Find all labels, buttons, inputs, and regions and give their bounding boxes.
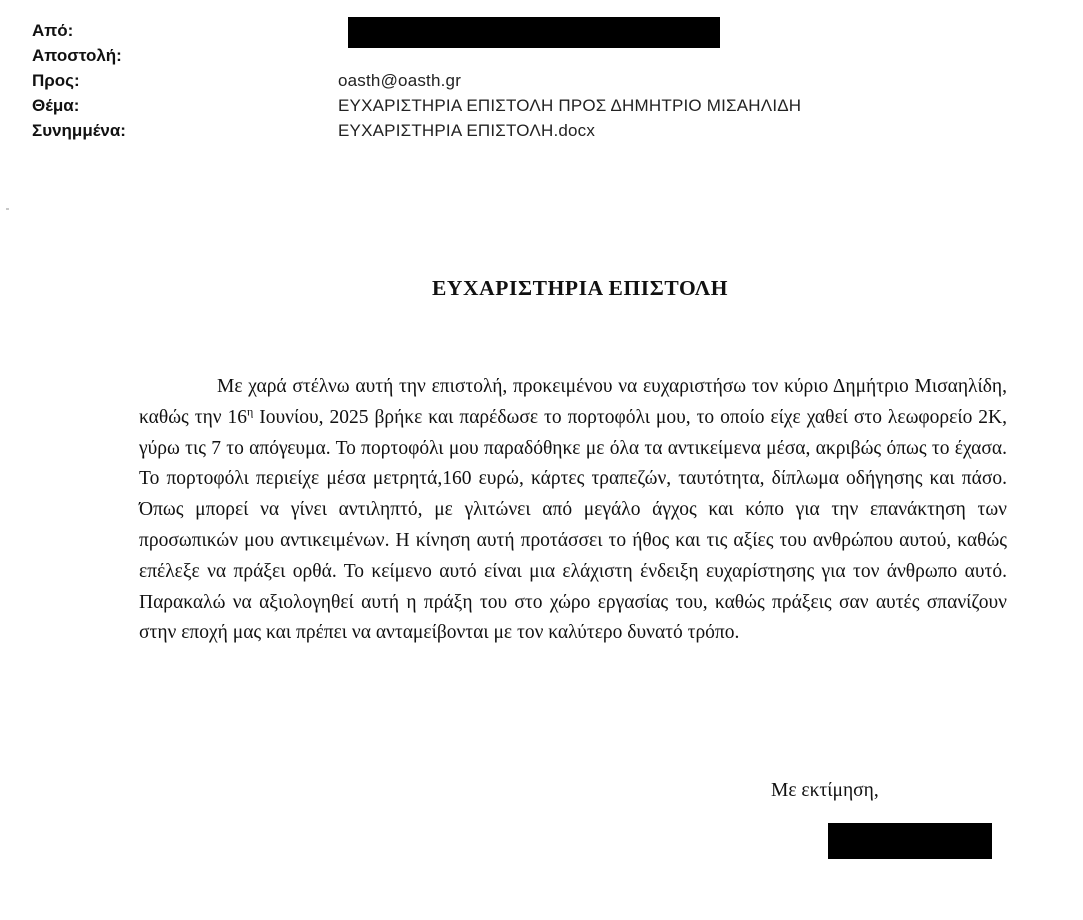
ordinal-superscript: η [247,404,254,419]
attachments-row [32,118,1032,143]
from-row [32,18,1032,43]
to-label: Προς: [32,71,80,90]
letter-title: ΕΥΧΑΡΙΣΤΗΡΙΑ ΕΠΙΣΤΟΛΗ [431,276,729,300]
subject-label: Θέμα: [32,96,80,115]
subject-value: ΕΥΧΑΡΙΣΤΗΡΙΑ ΕΠΙΣΤΟΛΗ ΠΡΟΣ ΔΗΜΗΤΡΙΟ ΜΙΣΑΗΛΙΔΗ [338,96,802,115]
sent-label: Αποστολή: [32,46,122,65]
attachment-filename: ΕΥΧΑΡΙΣΤΗΡΙΑ ΕΠΙΣΤΟΛΗ.docx [338,121,596,140]
from-label: Από: [32,21,74,40]
letter-body-part-2: Ιουνίου, 2025 βρήκε και παρέδωσε το πορτοφόλι μου, το οποίο είχε χαθεί στο λεωφορείο 2Κ, γύρω τις 7 το απόγευμα. Το πορτοφόλι μου παραδόθηκε με όλα τα αντικείμενα μέσα, ακριβώς όπως το έχασα. Το πορτοφόλι περιείχε μέσα μετρητά,160 ευρώ, κάρτες τραπεζών, ταυτότητα, δίπλωμα οδήγησης και πάσο. Όπως μπορεί να γίνει αντιληπτό, με γλιτώνει από μεγάλο άγχος και κόπο για την επανάκτηση των προσωπικών μου αντικειμένων. Η κίνηση αυτή προτάσσει το ήθος και τις αξίες του ανθρώπου αυτού, καθώς επέλεξε να πράξει ορθά. Το κείμενο αυτό είναι μια ελάχιστη ένδειξη ευχαρίστησης για τον άνθρωπο αυτό. Παρακαλώ να αξιολογηθεί αυτή η πράξη του στο χώρο εργασίας του, καθώς πράξεις σαν αυτές σπανίζουν στην εποχή μας και πρέπει να ανταμείβονται με τον καλύτερο δυνατό τρόπο. [139,406,1007,644]
email-header [32,18,1032,143]
to-value: oasth@oasth.gr [338,71,462,90]
scan-speck [6,208,9,210]
letter-body [139,372,1007,649]
redacted-signature-block [828,823,992,859]
attachments-label: Συνημμένα: [32,121,126,140]
sent-row [32,43,1032,68]
subject-row [32,93,1032,118]
letter-body-part-1: Με χαρά στέλνω αυτή την επιστολή, προκειμένου να ευχαριστήσω τον κύριο Δημήτριο Μισαηλίδη, καθώς την 16 [139,376,1007,428]
closing-salutation: Με εκτίμηση, [771,780,879,801]
to-row [32,68,1032,93]
